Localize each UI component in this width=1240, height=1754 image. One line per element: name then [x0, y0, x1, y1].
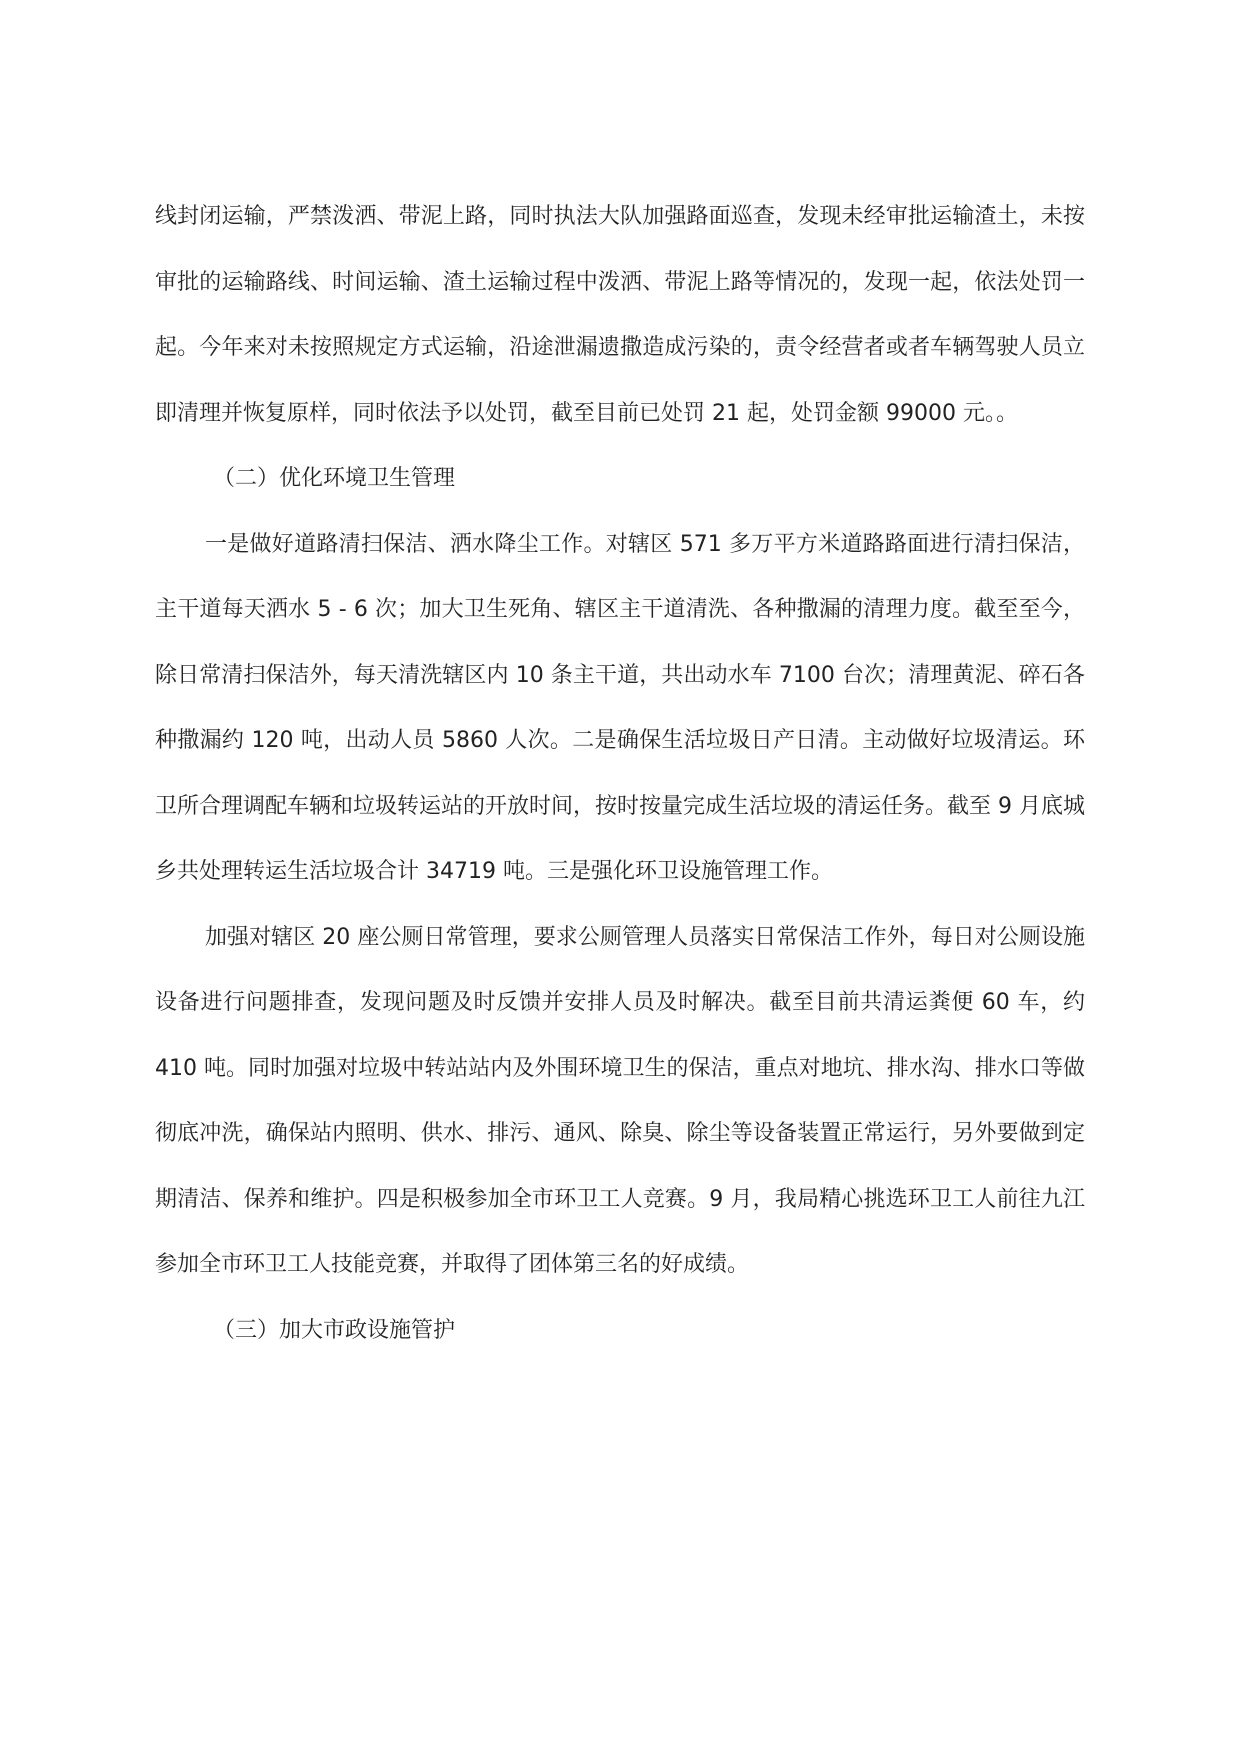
paragraph-toilet-management: 加强对辖区 20 座公厕日常管理，要求公厕管理人员落实日常保洁工作外，每日对公厕设施设备进行问题排查，发现问题及时反馈并安排人员及时解决。截至目前共清运粪便 60 车，约 410 吨。同时加强对垃圾中转站站内及外围环境卫生的保洁，重点对地坑、排水沟、排水口等做彻底冲洗，确保站内照明、供水、排污、通风、除臭、除尘等设备装置正常运行，另外要做到定期清洁、保养和维护。四是积极参加全市环卫工人竞赛。9 月，我局精心挑选环卫工人前往九江参加全市环卫工人技能竞赛，并取得了团体第三名的好成绩。 [155, 924, 1085, 1277]
document-body [155, 184, 1085, 1363]
section-heading-sanitation: （二）优化环境卫生管理 [213, 466, 456, 491]
paragraph-road-cleaning: 一是做好道路清扫保洁、洒水降尘工作。对辖区 571 多万平方米道路路面进行清扫保洁，主干道每天洒水 5 - 6 次；加大卫生死角、辖区主干道清洗、各种撒漏的清理力度。截至至今，除日常清扫保洁外，每天清洗辖区内 10 条主干道，共出动水车 7100 台次；清理黄泥、碎石各种撒漏约 120 吨，出动人员 5860 人次。二是确保生活垃圾日产日清。主动做好垃圾清运。环卫所合理调配车辆和垃圾转运站的开放时间，按时按量完成生活垃圾的清运任务。截至 9 月底城乡共处理转运生活垃圾合计 34719 吨。三是强化环卫设施管理工作。 [155, 531, 1085, 884]
section-heading-municipal-facilities: （三）加大市政设施管护 [213, 1317, 456, 1343]
paragraph-transport-enforcement: 线封闭运输，严禁泼洒、带泥上路，同时执法大队加强路面巡查，发现未经审批运输渣土，未按审批的运输路线、时间运输、渣土运输过程中泼洒、带泥上路等情况的，发现一起，依法处罚一起。今年来对未按照规定方式运输，沿途泄漏遗撒造成污染的，责令经营者或者车辆驾驶人员立即清理并恢复原样，同时依法予以处罚，截至目前已处罚 21 起，处罚金额 99000 元。。 [155, 204, 1085, 426]
